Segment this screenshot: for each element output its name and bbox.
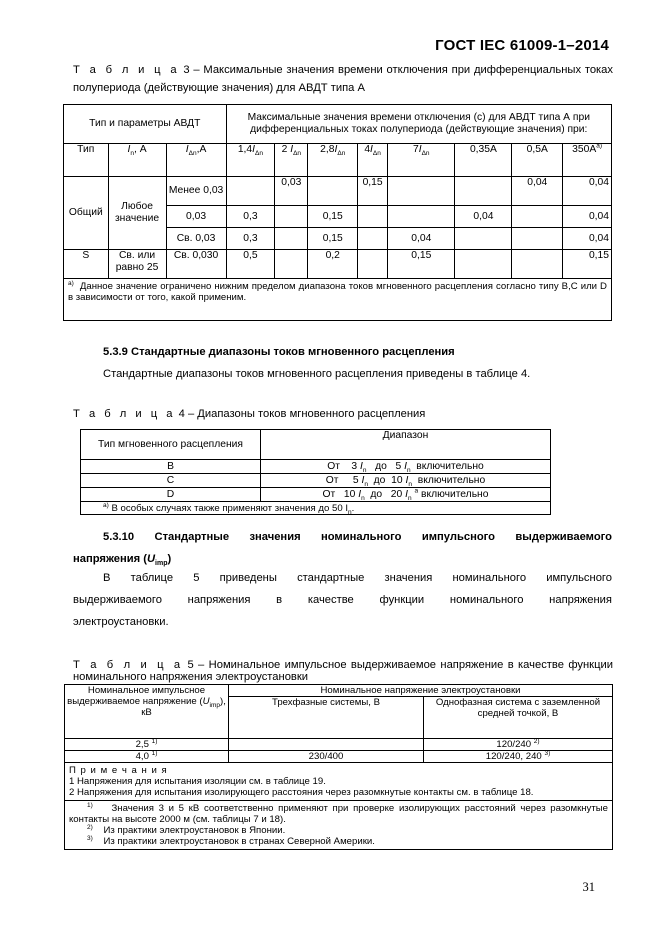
col-m1: $1,4I_{\Delta n}$	[226, 144, 275, 177]
col-c6: 0,35А	[455, 144, 512, 177]
table-row: Св. 0,03 0,3 0,15 0,04 0,04	[64, 228, 612, 250]
col-idn: $I_{\Delta n},А$	[166, 144, 226, 177]
table3-subheader-row	[64, 144, 612, 177]
table4-footnote: $^{a)}$ В особых случаях также применяют значения до 50 $I_n$.	[81, 502, 551, 515]
col-m2: 2 $I_{\Delta n}$	[275, 144, 308, 177]
document-header: ГОСТ IEC 61009-1–2014	[435, 37, 609, 54]
col-c7: 0,5А	[512, 144, 563, 177]
table-row: S Св. или равно 25 Св. 0,030 0,5 0,2 0,15 0,15	[64, 250, 612, 279]
table4-caption: Т а б л и ц а 4 – Диапазоны токов мгновенного расцепления	[73, 408, 426, 420]
section-text-539: Стандартные диапазоны токов мгновенного расцепления приведены в таблице 4.	[103, 368, 531, 380]
table5-caption: Т а б л и ц а 5 – Номинальное импульсное выдерживаемое напряжение в качестве функции номинального напряжения электроустановки	[73, 659, 613, 683]
table-row: C От 5 $I_n$ до 10 $I_n$ включительно	[81, 474, 551, 488]
table3	[63, 104, 612, 321]
table3-head-right: Максимальные значения времени отключения (с) для АВДТ типа А при дифференциальных токах полупериода (действующие значения) при:	[226, 105, 611, 144]
table5-footnotes: $^{1)}$ Значения 3 и 5 кВ соответственно применяют при проверке изолирующих расстояний через разомкнутые контакты на высоте 2000 м (см. таблицы 7 и 18). $^{2)}$ Из практики электроустановок в Японии. $^{3)}$ Из практики электроустановок в странах Северной Америки.	[65, 801, 613, 850]
col-in: $I_n$, А	[108, 144, 166, 177]
table5-head-single: Однофазная система с заземленной средней точкой, В	[424, 697, 613, 739]
table5	[64, 684, 613, 850]
table3-footnote: Данное значение ограничено нижним пределом диапазона токов мгновенного расцепления согласно типу B,C или D в зависимости от того, какой применим.	[68, 281, 607, 303]
table-row: D От 10 $I_n$ до 20 $I_n$ $^a$ включительно	[81, 488, 551, 502]
col-type: Тип	[64, 144, 109, 177]
section-heading-539: 5.3.9 Стандартные диапазоны токов мгновенного расцепления	[103, 346, 455, 358]
table5-head-three: Трехфазные системы, В	[229, 697, 424, 739]
section-heading-5310: 5.3.10 Стандартные значения номинального импульсного выдерживаемого напряжения $(U_{imp})$	[73, 531, 612, 568]
table3-caption: Т а б л и ц а 3 – Максимальные значения времени отключения при дифференциальных токах полупериода (действующие значения) для АВДТ типа А	[73, 64, 613, 94]
table-row: Общий Любое значение Менее 0,03 0,03 0,15 0,04 0,04	[64, 177, 612, 206]
table4-head-type: Тип мгновенного расцепления	[81, 430, 261, 460]
table4	[80, 429, 551, 515]
table-row: 2,5 $^{1)}$ 120/240 $^{2)}$	[65, 739, 613, 751]
table-row: 0,03 0,3 0,15 0,04 0,04	[64, 206, 612, 228]
table4-head-range: Диапазон	[261, 430, 551, 460]
table3-head-left: Тип и параметры АВДТ	[64, 105, 227, 144]
table5-head-left: Номинальное импульсное выдерживаемое напряжение $(U_{imp})$, кВ	[65, 685, 229, 739]
table5-notes: П р и м е ч а н и я 1 Напряжения для испытания изоляции см. в таблице 19. 2 Напряжения для испытания изолирующего расстояния через разомкнутые контакты см. в таблице 18.	[65, 763, 613, 801]
table-row: B От 3 $I_n$ до 5 $I_n$ включительно	[81, 460, 551, 474]
col-m4: $4I_{\Delta n}$	[358, 144, 388, 177]
table3-footnote-row: $^{a)}$ Данное значение ограничено нижним пределом диапазона токов мгновенного расцепления согласно типу B,C или D в зависимости от того, какой применим.	[64, 279, 612, 321]
page-number: 31	[582, 880, 595, 894]
section-text-5310: В таблице 5 приведены стандартные значения номинального импульсного выдерживаемого напряжения в качестве функции номинального напряжения электроустановки.	[73, 572, 612, 628]
table5-head-right: Номинальное напряжение электроустановки	[229, 685, 613, 697]
table-row: 4,0 $^{1)}$ 230/400 120/240, 240 $^{3)}$	[65, 751, 613, 763]
col-m3: $2,8I_{\Delta n}$	[308, 144, 358, 177]
col-m5: $7I_{\Delta n}$	[388, 144, 455, 177]
col-c8: $350А^{a)}$	[563, 144, 612, 177]
